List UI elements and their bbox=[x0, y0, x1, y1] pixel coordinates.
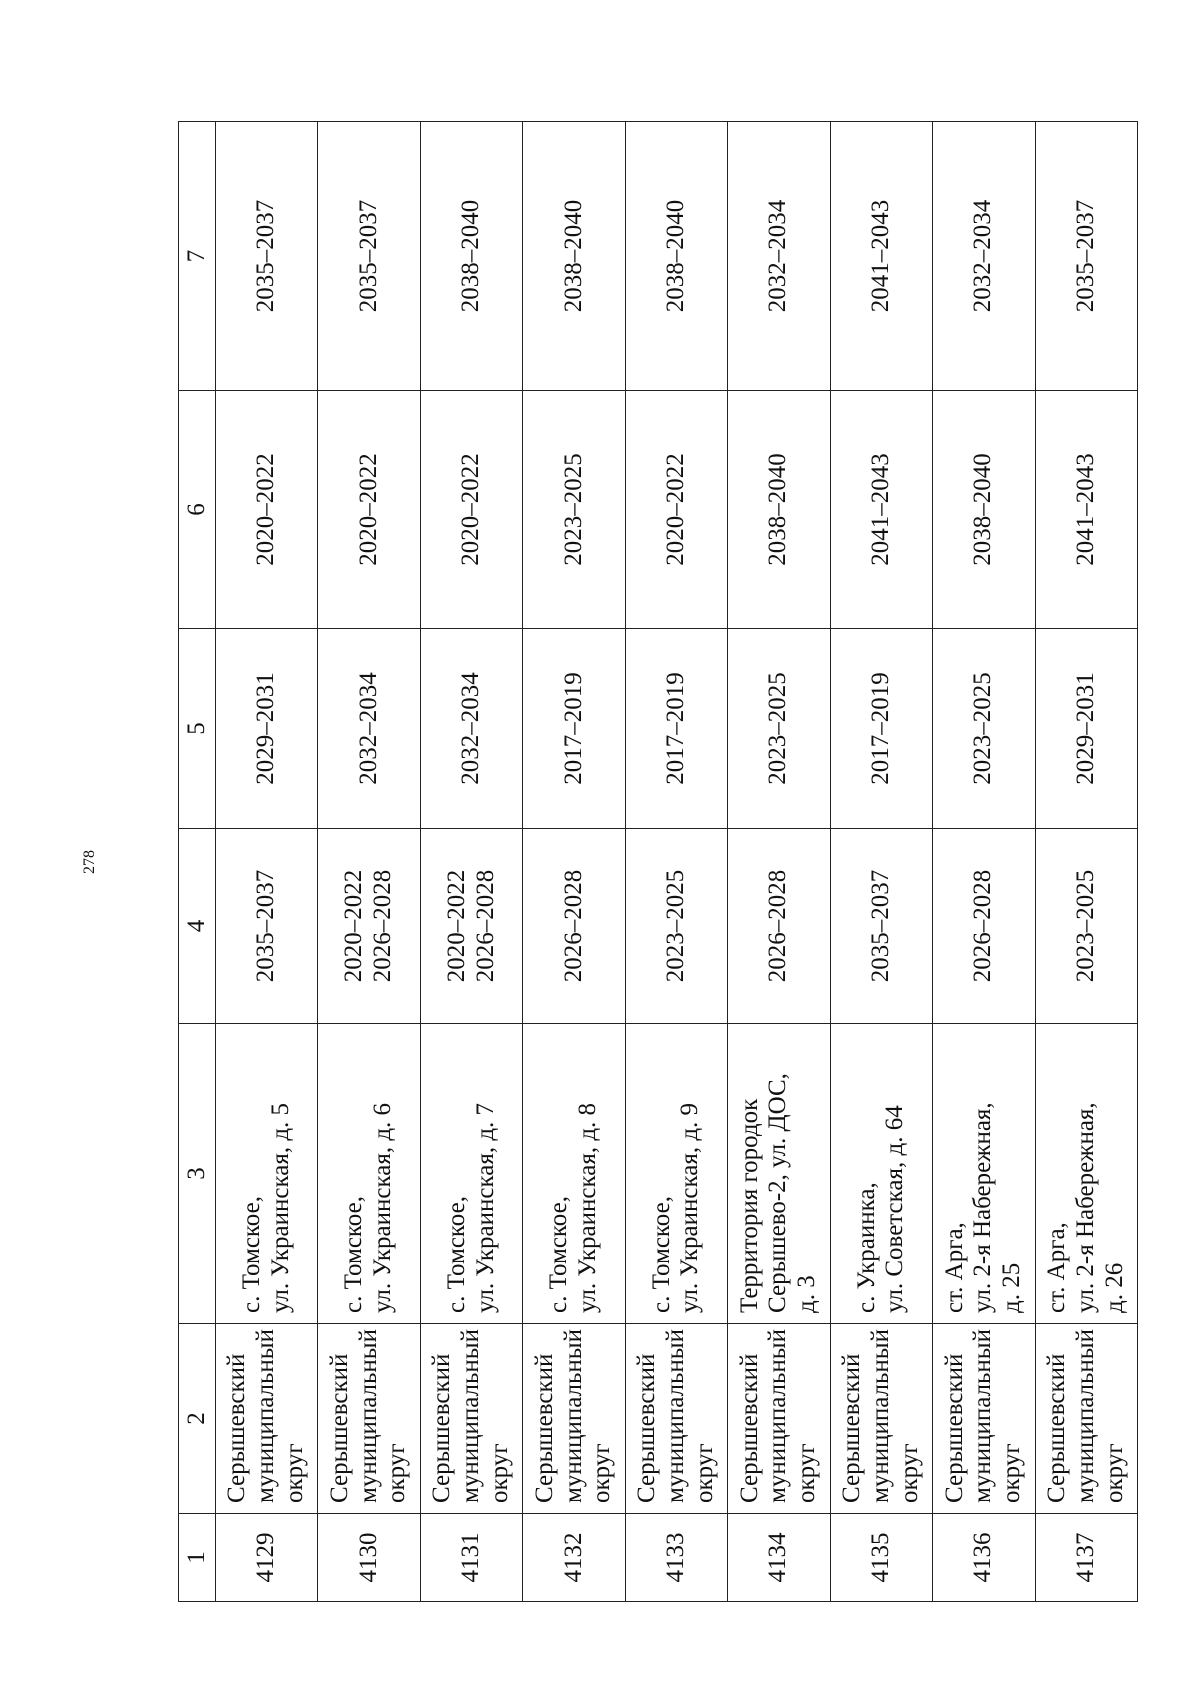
table-row bbox=[830, 122, 932, 1602]
cell-line: муниципальный bbox=[457, 1329, 485, 1503]
district-cell bbox=[728, 1324, 830, 1514]
address-cell bbox=[728, 1024, 830, 1324]
cell-line: муниципальный bbox=[969, 1329, 997, 1503]
district-cell bbox=[933, 1324, 1035, 1514]
cell-line: Серышевский bbox=[838, 1353, 866, 1503]
period-cell-col5: 2032–2034 bbox=[420, 629, 522, 829]
cell-line: Серышевский bbox=[735, 1353, 763, 1503]
cell-line: с. Томское, bbox=[340, 1196, 368, 1313]
district-cell bbox=[215, 1324, 317, 1514]
row-number-cell: 4137 bbox=[1035, 1514, 1138, 1602]
address-cell bbox=[420, 1024, 522, 1324]
cell-line: Серышево-2, ул. ДОС, bbox=[764, 1073, 792, 1313]
address-cell bbox=[318, 1024, 420, 1324]
header-cell: 7 bbox=[179, 122, 216, 391]
period-cell-col6: 2038–2040 bbox=[728, 391, 830, 629]
cell-line: ул. Украинская, д. 5 bbox=[266, 1102, 294, 1313]
period-cell-col7: 2038–2040 bbox=[420, 122, 522, 391]
period-cell-col4 bbox=[830, 829, 932, 1024]
cell-line: ул. Украинская, д. 9 bbox=[676, 1102, 704, 1313]
period-cell-col4 bbox=[933, 829, 1035, 1024]
table-row bbox=[523, 122, 625, 1602]
cell-line: с. Томское, bbox=[647, 1196, 675, 1313]
district-cell bbox=[523, 1324, 625, 1514]
period-cell-col5: 2023–2025 bbox=[728, 629, 830, 829]
cell-line: муниципальный bbox=[354, 1329, 382, 1503]
row-number-cell: 4136 bbox=[933, 1514, 1035, 1602]
period-cell-col5: 2032–2034 bbox=[318, 629, 420, 829]
period-cell-col4 bbox=[728, 829, 830, 1024]
cell-line: 2026–2028 bbox=[369, 869, 397, 983]
cell-line: муниципальный bbox=[1071, 1329, 1099, 1503]
cell-line: 2020–2022 bbox=[442, 869, 470, 983]
cell-line: округ bbox=[998, 1443, 1026, 1503]
period-cell-col7: 2032–2034 bbox=[728, 122, 830, 391]
cell-line: 2026–2028 bbox=[764, 869, 792, 983]
period-cell-col4 bbox=[318, 829, 420, 1024]
cell-line: 2035–2037 bbox=[252, 869, 280, 983]
cell-line: с. Томское, bbox=[237, 1196, 265, 1313]
cell-line: с. Томское, bbox=[442, 1196, 470, 1313]
period-cell-col6: 2023–2025 bbox=[523, 391, 625, 629]
row-number-cell: 4132 bbox=[523, 1514, 625, 1602]
cell-line: д. 25 bbox=[998, 1262, 1026, 1313]
period-cell-col6: 2020–2022 bbox=[420, 391, 522, 629]
cell-line: Серышевский bbox=[223, 1353, 251, 1503]
cell-line: ул. Украинская, д. 6 bbox=[369, 1102, 397, 1313]
cell-line: округ bbox=[280, 1443, 308, 1503]
table-body bbox=[179, 122, 1138, 1602]
cell-line: муниципальный bbox=[252, 1329, 280, 1503]
cell-line: 2020–2022 bbox=[340, 869, 368, 983]
header-cell: 5 bbox=[179, 629, 216, 829]
period-cell-col5: 2017–2019 bbox=[625, 629, 727, 829]
cell-line: округ bbox=[588, 1443, 616, 1503]
cell-line: округ bbox=[485, 1443, 513, 1503]
cell-line: Серышевский bbox=[1043, 1353, 1071, 1503]
cell-line: 2026–2028 bbox=[969, 869, 997, 983]
period-cell-col6: 2041–2043 bbox=[830, 391, 932, 629]
period-cell-col4 bbox=[1035, 829, 1138, 1024]
district-cell bbox=[625, 1324, 727, 1514]
period-cell-col6: 2020–2022 bbox=[215, 391, 317, 629]
period-cell-col5: 2017–2019 bbox=[830, 629, 932, 829]
cell-line: Серышевский bbox=[940, 1353, 968, 1503]
rotated-table-container bbox=[178, 122, 1138, 1602]
cell-line: с. Украинка, bbox=[852, 1182, 880, 1313]
row-number-cell: 4135 bbox=[830, 1514, 932, 1602]
page-number: 278 bbox=[81, 850, 98, 874]
cell-line: ул. 2-я Набережная, bbox=[1071, 1102, 1099, 1313]
table-row bbox=[625, 122, 727, 1602]
table-row bbox=[420, 122, 522, 1602]
period-cell-col5: 2029–2031 bbox=[215, 629, 317, 829]
period-cell-col7: 2035–2037 bbox=[215, 122, 317, 391]
row-number-cell: 4133 bbox=[625, 1514, 727, 1602]
housing-repair-schedule-table bbox=[178, 121, 1138, 1602]
header-cell: 2 bbox=[179, 1324, 216, 1514]
cell-line: Серышевский bbox=[428, 1353, 456, 1503]
cell-line: д. 3 bbox=[793, 1275, 821, 1313]
period-cell-col4 bbox=[420, 829, 522, 1024]
table-header-row bbox=[179, 122, 216, 1602]
cell-line: 2026–2028 bbox=[559, 869, 587, 983]
cell-line: округ bbox=[1100, 1443, 1128, 1503]
table-row bbox=[215, 122, 317, 1602]
cell-line: ст. Арга, bbox=[940, 1222, 968, 1313]
cell-line: муниципальный bbox=[764, 1329, 792, 1503]
period-cell-col4 bbox=[625, 829, 727, 1024]
district-cell bbox=[420, 1324, 522, 1514]
district-cell bbox=[318, 1324, 420, 1514]
period-cell-col4 bbox=[215, 829, 317, 1024]
row-number-cell: 4134 bbox=[728, 1514, 830, 1602]
period-cell-col7: 2035–2037 bbox=[318, 122, 420, 391]
address-cell bbox=[625, 1024, 727, 1324]
period-cell-col5: 2023–2025 bbox=[933, 629, 1035, 829]
header-cell: 4 bbox=[179, 829, 216, 1024]
address-cell bbox=[523, 1024, 625, 1324]
header-cell: 6 bbox=[179, 391, 216, 629]
district-cell bbox=[830, 1324, 932, 1514]
row-number-cell: 4130 bbox=[318, 1514, 420, 1602]
cell-line: округ bbox=[383, 1443, 411, 1503]
period-cell-col4 bbox=[523, 829, 625, 1024]
cell-line: Серышевский bbox=[325, 1353, 353, 1503]
table-row bbox=[933, 122, 1035, 1602]
cell-line: муниципальный bbox=[866, 1329, 894, 1503]
header-cell: 1 bbox=[179, 1514, 216, 1602]
period-cell-col6: 2038–2040 bbox=[933, 391, 1035, 629]
table-row bbox=[728, 122, 830, 1602]
address-cell bbox=[933, 1024, 1035, 1324]
period-cell-col5: 2017–2019 bbox=[523, 629, 625, 829]
table-row bbox=[1035, 122, 1138, 1602]
cell-line: ул. 2-я Набережная, bbox=[969, 1102, 997, 1313]
cell-line: ул. Украинская, д. 7 bbox=[471, 1102, 499, 1313]
cell-line: муниципальный bbox=[662, 1329, 690, 1503]
period-cell-col6: 2020–2022 bbox=[318, 391, 420, 629]
table-row bbox=[318, 122, 420, 1602]
period-cell-col7: 2032–2034 bbox=[933, 122, 1035, 391]
cell-line: округ bbox=[895, 1443, 923, 1503]
address-cell bbox=[215, 1024, 317, 1324]
cell-line: округ bbox=[690, 1443, 718, 1503]
cell-line: д. 26 bbox=[1100, 1262, 1128, 1313]
period-cell-col7: 2041–2043 bbox=[830, 122, 932, 391]
period-cell-col7: 2038–2040 bbox=[625, 122, 727, 391]
cell-line: с. Томское, bbox=[545, 1196, 573, 1313]
period-cell-col7: 2035–2037 bbox=[1035, 122, 1138, 391]
row-number-cell: 4129 bbox=[215, 1514, 317, 1602]
address-cell bbox=[830, 1024, 932, 1324]
cell-line: Серышевский bbox=[633, 1353, 661, 1503]
cell-line: ст. Арга, bbox=[1043, 1222, 1071, 1313]
cell-line: 2035–2037 bbox=[866, 869, 894, 983]
cell-line: ул. Украинская, д. 8 bbox=[573, 1102, 601, 1313]
cell-line: Территория городок bbox=[735, 1098, 763, 1313]
cell-line: 2023–2025 bbox=[1071, 869, 1099, 983]
cell-line: 2023–2025 bbox=[662, 869, 690, 983]
district-cell bbox=[1035, 1324, 1138, 1514]
header-cell: 3 bbox=[179, 1024, 216, 1324]
period-cell-col6: 2020–2022 bbox=[625, 391, 727, 629]
period-cell-col5: 2029–2031 bbox=[1035, 629, 1138, 829]
cell-line: округ bbox=[793, 1443, 821, 1503]
period-cell-col7: 2038–2040 bbox=[523, 122, 625, 391]
period-cell-col6: 2041–2043 bbox=[1035, 391, 1138, 629]
cell-line: 2026–2028 bbox=[471, 869, 499, 983]
cell-line: Серышевский bbox=[530, 1353, 558, 1503]
row-number-cell: 4131 bbox=[420, 1514, 522, 1602]
cell-line: муниципальный bbox=[559, 1329, 587, 1503]
cell-line: ул. Советская, д. 64 bbox=[881, 1105, 909, 1313]
address-cell bbox=[1035, 1024, 1138, 1324]
